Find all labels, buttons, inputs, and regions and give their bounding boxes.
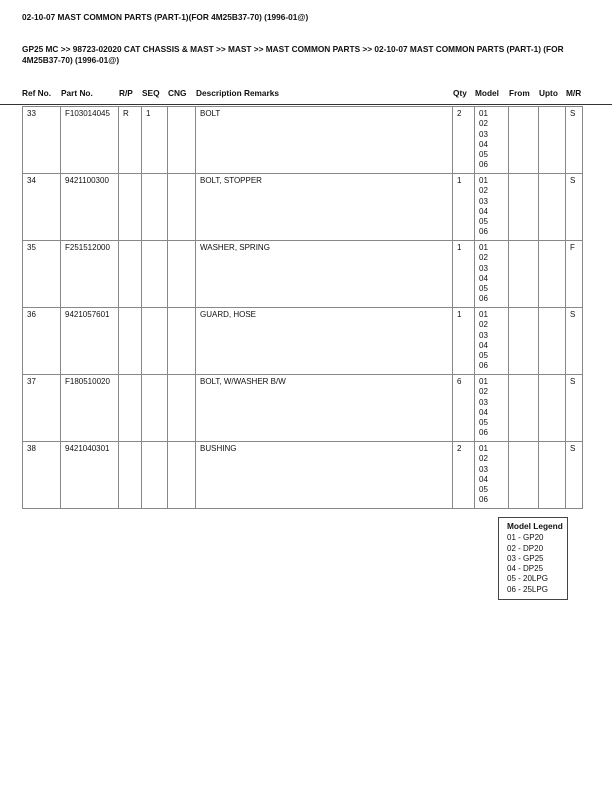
seq-cell: [142, 375, 168, 442]
model-code: 01: [479, 243, 488, 252]
ref-cell: 34: [23, 174, 61, 241]
qty-cell: 1: [453, 308, 475, 375]
model-code: 06: [479, 294, 488, 304]
model-code: 02: [479, 320, 488, 330]
description-cell: BUSHING: [196, 442, 453, 509]
mr-cell: S: [566, 308, 583, 375]
model-code: 04: [479, 340, 488, 350]
model-code: 01: [479, 310, 488, 319]
ref-cell: 33: [23, 107, 61, 174]
part-no-cell: F180510020: [61, 375, 119, 442]
legend-item: 04 - DP25: [507, 564, 544, 574]
model-code: 06: [479, 495, 488, 505]
rp-cell: R: [119, 107, 142, 174]
legend-item: 06 - 25LPG: [507, 584, 548, 594]
col-qty: Qty: [453, 88, 467, 98]
parts-table: [22, 106, 583, 509]
legend-item: 03 - GP25: [507, 553, 544, 563]
cng-cell: [168, 174, 196, 241]
table-row: [23, 241, 583, 308]
rp-cell: [119, 241, 142, 308]
model-code: 03: [479, 263, 488, 273]
mr-cell: F: [566, 241, 583, 308]
cng-cell: [168, 442, 196, 509]
table-header: [0, 88, 612, 102]
model-code: 02: [479, 253, 488, 263]
rp-cell: [119, 375, 142, 442]
page-title: 02-10-07 MAST COMMON PARTS (PART-1)(FOR 4M25B37-70) (1996-01@): [22, 12, 309, 22]
description-cell: BOLT, W/WASHER B/W: [196, 375, 453, 442]
model-code: 03: [479, 196, 488, 206]
seq-cell: [142, 442, 168, 509]
model-code: 02: [479, 454, 488, 464]
model-code: 06: [479, 227, 488, 237]
upto-cell: [539, 375, 566, 442]
description-cell: GUARD, HOSE: [196, 308, 453, 375]
cng-cell: [168, 107, 196, 174]
rp-cell: [119, 442, 142, 509]
mr-cell: S: [566, 174, 583, 241]
description-cell: BOLT: [196, 107, 453, 174]
part-no-cell: 9421040301: [61, 442, 119, 509]
qty-cell: 1: [453, 241, 475, 308]
col-rp: R/P: [119, 88, 133, 98]
upto-cell: [539, 308, 566, 375]
rp-cell: [119, 174, 142, 241]
table-row: [23, 107, 583, 174]
rp-cell: [119, 308, 142, 375]
part-no-cell: 9421100300: [61, 174, 119, 241]
from-cell: [509, 375, 539, 442]
model-code: 05: [479, 217, 488, 227]
model-cell: [475, 375, 509, 442]
table-row: [23, 375, 583, 442]
from-cell: [509, 241, 539, 308]
qty-cell: 2: [453, 107, 475, 174]
mr-cell: S: [566, 375, 583, 442]
from-cell: [509, 107, 539, 174]
legend-item: 05 - 20LPG: [507, 574, 548, 584]
table-row: [23, 442, 583, 509]
seq-cell: [142, 174, 168, 241]
ref-cell: 36: [23, 308, 61, 375]
table-row: [23, 174, 583, 241]
model-code: 03: [479, 330, 488, 340]
seq-cell: 1: [142, 107, 168, 174]
model-code: 03: [479, 129, 488, 139]
from-cell: [509, 308, 539, 375]
model-cell: [475, 442, 509, 509]
col-seq: SEQ: [142, 88, 160, 98]
col-ref: Ref No.: [22, 88, 52, 98]
legend-item: 01 - GP20: [507, 533, 544, 543]
model-code: 04: [479, 139, 488, 149]
model-code: 05: [479, 485, 488, 495]
model-code: 01: [479, 109, 488, 118]
model-code: 03: [479, 397, 488, 407]
col-upto: Upto: [539, 88, 558, 98]
ref-cell: 37: [23, 375, 61, 442]
model-code: 06: [479, 160, 488, 170]
model-code: 05: [479, 418, 488, 428]
model-cell: [475, 308, 509, 375]
model-code: 05: [479, 284, 488, 294]
ref-cell: 35: [23, 241, 61, 308]
model-code: 03: [479, 464, 488, 474]
cng-cell: [168, 308, 196, 375]
col-cng: CNG: [168, 88, 187, 98]
model-cell: [475, 107, 509, 174]
seq-cell: [142, 241, 168, 308]
model-code: 01: [479, 377, 488, 386]
qty-cell: 1: [453, 174, 475, 241]
table-row: [23, 308, 583, 375]
model-code: 06: [479, 361, 488, 371]
part-no-cell: 9421057601: [61, 308, 119, 375]
from-cell: [509, 174, 539, 241]
seq-cell: [142, 308, 168, 375]
model-code: 01: [479, 444, 488, 453]
qty-cell: 2: [453, 442, 475, 509]
header-rule: [0, 104, 612, 105]
breadcrumb: GP25 MC >> 98723-02020 CAT CHASSIS & MAST >> MAST >> MAST COMMON PARTS >> 02-10-07 MAST COMMON PARTS (PART-1) (FOR 4M25B37-70) (1996-01@): [22, 44, 564, 65]
col-mr: M/R: [566, 88, 582, 98]
part-no-cell: F251512000: [61, 241, 119, 308]
from-cell: [509, 442, 539, 509]
model-code: 02: [479, 186, 488, 196]
mr-cell: S: [566, 442, 583, 509]
part-no-cell: F103014045: [61, 107, 119, 174]
col-from: From: [509, 88, 530, 98]
legend-item: 02 - DP20: [507, 543, 544, 553]
model-code: 02: [479, 119, 488, 129]
col-part: Part No.: [61, 88, 93, 98]
description-cell: BOLT, STOPPER: [196, 174, 453, 241]
cng-cell: [168, 375, 196, 442]
model-code: 04: [479, 407, 488, 417]
model-code: 06: [479, 428, 488, 438]
model-code: 04: [479, 206, 488, 216]
col-model: Model: [475, 88, 499, 98]
model-code: 05: [479, 351, 488, 361]
qty-cell: 6: [453, 375, 475, 442]
model-code: 01: [479, 176, 488, 185]
description-cell: WASHER, SPRING: [196, 241, 453, 308]
upto-cell: [539, 174, 566, 241]
upto-cell: [539, 241, 566, 308]
model-cell: [475, 241, 509, 308]
model-code: 05: [479, 150, 488, 160]
mr-cell: S: [566, 107, 583, 174]
upto-cell: [539, 442, 566, 509]
model-code: 04: [479, 474, 488, 484]
upto-cell: [539, 107, 566, 174]
model-code: 04: [479, 273, 488, 283]
model-cell: [475, 174, 509, 241]
cng-cell: [168, 241, 196, 308]
ref-cell: 38: [23, 442, 61, 509]
col-desc: Description Remarks: [196, 88, 280, 98]
model-legend: [498, 517, 568, 600]
legend-title: Model Legend: [507, 521, 563, 531]
model-code: 02: [479, 387, 488, 397]
